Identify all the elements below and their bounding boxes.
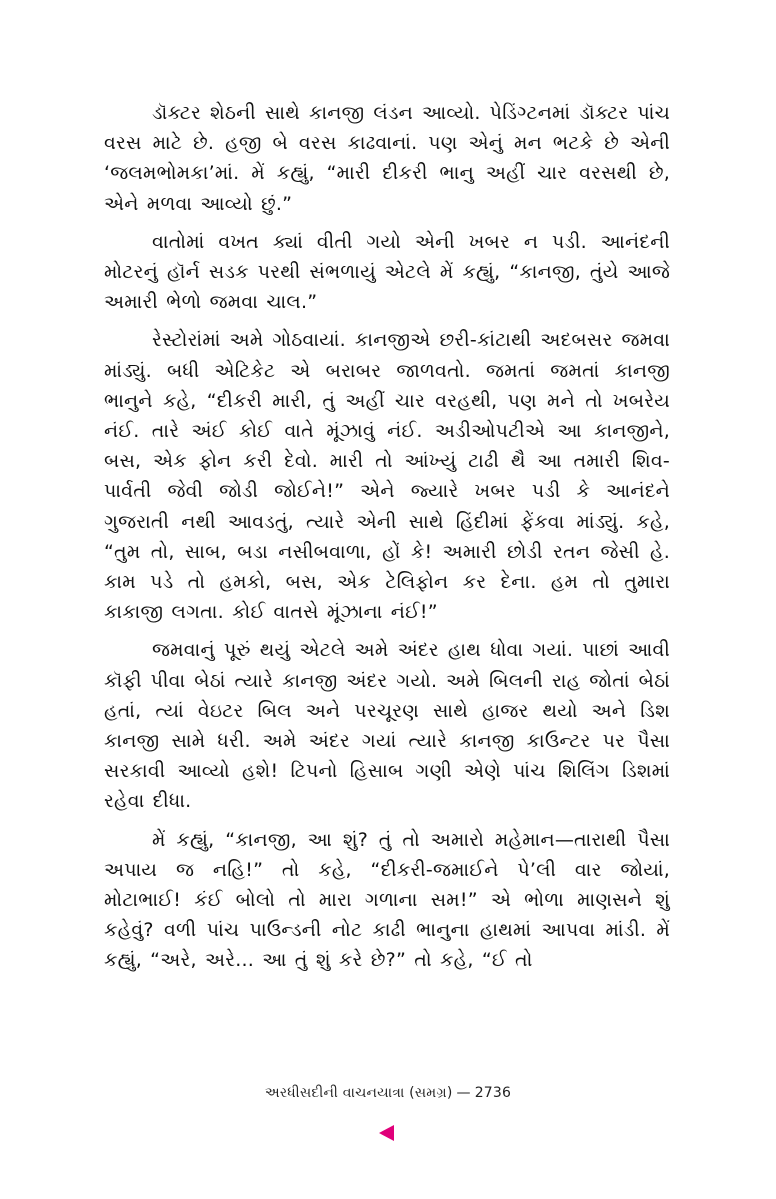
footer-dash: — [456,1085,471,1101]
paragraph-3: રેસ્ટોરાંમાં અમે ગોઠવાયાં. કાનજીએ છરી-કાંટાથી અદબસર જમવા માંડ્યું. બધી એટિકેટ એ બરાબર જાળવતો. જમતાં જમતાં કાનજી ભાનુને કહે, “દીકરી મારી, તું અહીં ચાર વરહથી, પણ મને તો ખબરેય નંઈ. તારે અંઈ કોઈ વાતે મૂંઝાવું નંઈ. અડીઓપટીએ આ કાનજીને, બસ, એક ફોન કરી દેવો. મારી તો આંખ્યું ટાઢી થૈ આ તમારી શિવ-પાર્વતી જેવી જોડી જોઈને!” એને જ્યારે ખબર પડી કે આનંદને ગુજરાતી નથી આવડતું, ત્યારે એની સાથે હિંદીમાં ફેંકવા માંડ્યું. કહે, “તુમ તો, સાબ, બડા નસીબવાળા, હોં કે! અમારી છોડી રતન જેસી હે. કામ પડે તો હમકો, બસ, એક ટેલિફોન કર દેના. હમ તો તુમારા કાકાજી લગતા. કોઈ વાતસે મૂંઝાના નંઈ!” [104,329,670,624]
body-text [104,98,670,984]
book-title: અરધીસદીની વાચનયાત્રા (સમગ્ર) [264,1085,453,1101]
paragraph-5: મેં કહ્યું, “કાનજી, આ શું? તું તો અમારો મહેમાન—તારાથી પૈસા અપાય જ નહિ!” તો કહે, “દીકરી-જમાઈને પે’લી વાર જોયાં, મોટાભાઈ! કંઈ બોલો તો મારા ગળાના સમ!” એ ભોળા માણસને શું કહેવું? વળી પાંચ પાઉન્ડની નોટ કાઢી ભાનુના હાથમાં આપવા માંડી. મેં કહ્યું, “અરે, અરે... આ તું શું કરે છે?” તો કહે, “ઈ તો [104,828,670,972]
paragraph-1: ડૉક્ટર શેઠની સાથે કાનજી લંડન આવ્યો. પેડિંગ્ટનમાં ડૉક્ટર પાંચ વરસ માટે છે. હજી બે વરસ કાઢવાનાં. પણ એનું મન ભટકે છે એની ‘જલમભોમકા’માં. મેં કહ્યું, “મારી દીકરી ભાનુ અહીં ચાર વરસથી છે, એને મળવા આવ્યો છું.” [104,102,670,215]
page-number: 2736 [474,1085,512,1101]
paragraph-2: વાતોમાં વખત ક્યાં વીતી ગયો એની ખબર ન પડી. આનંદની મોટરનું હૉર્ન સડક પરથી સંભળાયું એટલે મેં કહ્યું, “કાનજી, તુંયે આજે અમારી ભેળો જમવા ચાલ.” [104,230,670,314]
page-footer [0,1085,776,1101]
paragraph-4: જમવાનું પૂરું થયું એટલે અમે અંદર હાથ ધોવા ગયાં. પાછાં આવી કૉફી પીવા બેઠાં ત્યારે કાનજી અંદર ગયો. અમે બિલની રાહ જોતાં બેઠાં હતાં, ત્યાં વેઇટર બિલ અને પરચૂરણ સાથે હાજર થયો અને ડિશ કાનજી સામે ધરી. અમે અંદર ગયાં ત્યારે કાનજી કાઉન્ટર પર પૈસા સરકાવી આવ્યો હશે! ટિપનો હિસાબ ગણી એણે પાંચ શિલિંગ ડિશમાં રહેવા દીધા. [104,639,670,813]
triangle-left-icon[interactable] [379,1125,394,1141]
